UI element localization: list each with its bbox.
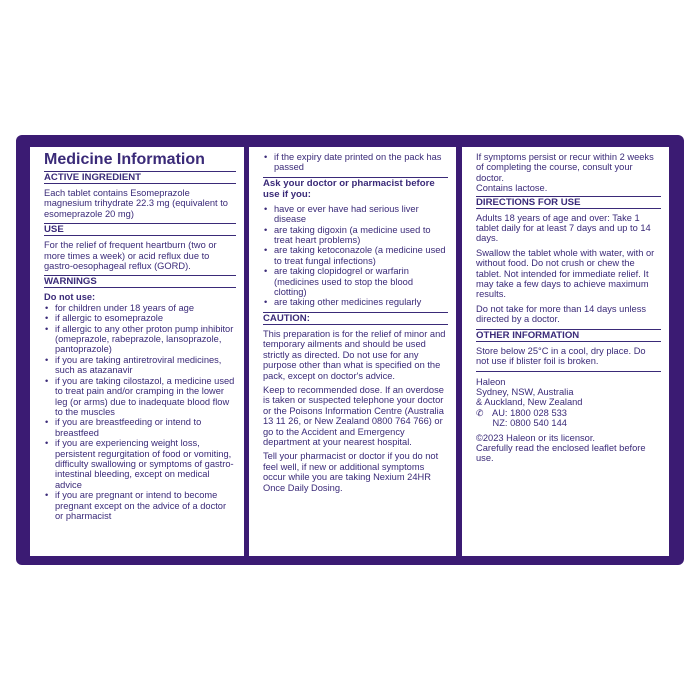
list-item: • if the expiry date printed on the pack has passed [263,152,448,173]
directions-paragraph: Swallow the tablet whole with water, with or without food. Do not crush or chew the tablet. Not intended for immediate relief. It may take a few days to achieve maximum results. [476,247,655,300]
caution-heading: CAUTION: [263,312,448,325]
divider [476,371,661,372]
caution-paragraph: Keep to recommended dose. If an overdose is taken or suspected telephone your doctor or the Poisons Information Centre (Australia 13 11 26, or New Zealand 0800 764 766) or go to the Accident and Emergency department at your nearest hospital. [263,384,444,447]
medicine-info-panel [16,135,684,565]
column-middle [249,147,456,556]
persist-text: If symptoms persist or recur within 2 weeks of completing the course, consult your doctor. [476,152,654,183]
lactose-text: Contains lactose. [476,183,548,194]
directions-paragraph: Do not take for more than 14 days unless directed by a doctor. [476,303,647,325]
use-text: For the relief of frequent heartburn (two or more times a week) or acid reflux due to gastro-oesophageal reflux (GORD). [44,240,217,272]
column-right [462,147,669,556]
address-line: Sydney, NSW, Australia [476,386,574,397]
caution-paragraph: This preparation is for the relief of minor and temporary ailments and should be used strictly as directed. Do not use for any purpose other than what is specified on the pack, except on doctor's advice. [263,328,446,381]
warnings-list [44,303,236,522]
leaflet-note: Carefully read the enclosed leaflet before use. [476,442,646,464]
expiry-list [263,152,448,173]
list-item: • are taking clopidogrel or warfarin (medicines used to stop the blood clotting) [263,266,448,297]
list-item: • if you are taking cilostazol, a medicine used to treat pain and/or cramping in the lower leg (or arms) due to inadequate blood flow to the muscles [44,376,236,418]
directions-heading: DIRECTIONS FOR USE [476,196,661,209]
copyright: ©2023 Haleon or its licensor. [476,432,595,443]
phone-au: AU: 1800 028 533 [492,407,567,418]
phone-icon: ✆ [476,407,484,418]
list-item: • if you are breastfeeding or intend to breastfeed [44,417,236,438]
list-item: • if allergic to any other proton pump inhibitor (omeprazole, rabeprazole, lansoprazole, pantoprazole) [44,324,236,355]
list-item: • for children under 18 years of age [44,303,236,313]
list-item: • are taking other medicines regularly [263,297,448,307]
warnings-heading: WARNINGS [44,275,236,288]
list-item: • if you are pregnant or intend to become pregnant except on the advice of a doctor or pharmacist [44,490,236,521]
ask-doctor-list [263,204,448,308]
ask-doctor-heading: Ask your doctor or pharmacist before use if you: [263,177,448,200]
list-item: • if you are taking antiretroviral medicines, such as atazanavir [44,355,236,376]
address-line: & Auckland, New Zealand [476,397,583,408]
active-ingredient-text: Each tablet contains Esomeprazole magnesium trihydrate 22.3 mg (equivalent to esomeprazole 20 mg) [44,188,228,219]
caution-paragraph: Tell your pharmacist or doctor if you do not feel well, if new or additional symptoms occur while you are taking Nexium 24HR Once Daily Dosing. [263,451,439,493]
directions-paragraph: Adults 18 years of age and over: Take 1 tablet daily for at least 7 days and up to 14 days. [476,212,651,244]
page-title: Medicine Information [44,151,205,168]
do-not-use-label: Do not use: [44,292,96,303]
list-item: • if you are experiencing weight loss, persistent regurgitation of food or vomiting, difficulty swallowing or symptoms of gastro-intestinal bleeding, except on medical advice [44,438,236,490]
company-name: Haleon [476,376,506,387]
use-heading: USE [44,223,236,236]
column-left [30,147,244,556]
other-info-text: Store below 25°C in a cool, dry place. Do not use if blister foil is broken. [476,345,646,367]
phone-block [476,408,661,429]
list-item: • have or ever have had serious liver disease [263,204,448,225]
active-ingredient-heading: ACTIVE INGREDIENT [44,171,236,184]
list-item: • are taking digoxin (a medicine used to treat heart problems) [263,225,448,246]
other-info-heading: OTHER INFORMATION [476,329,661,342]
phone-nz: NZ: 0800 540 144 [492,418,567,429]
list-item: • are taking ketoconazole (a medicine used to treat fungal infections) [263,245,448,266]
list-item: • if allergic to esomeprazole [44,313,236,323]
